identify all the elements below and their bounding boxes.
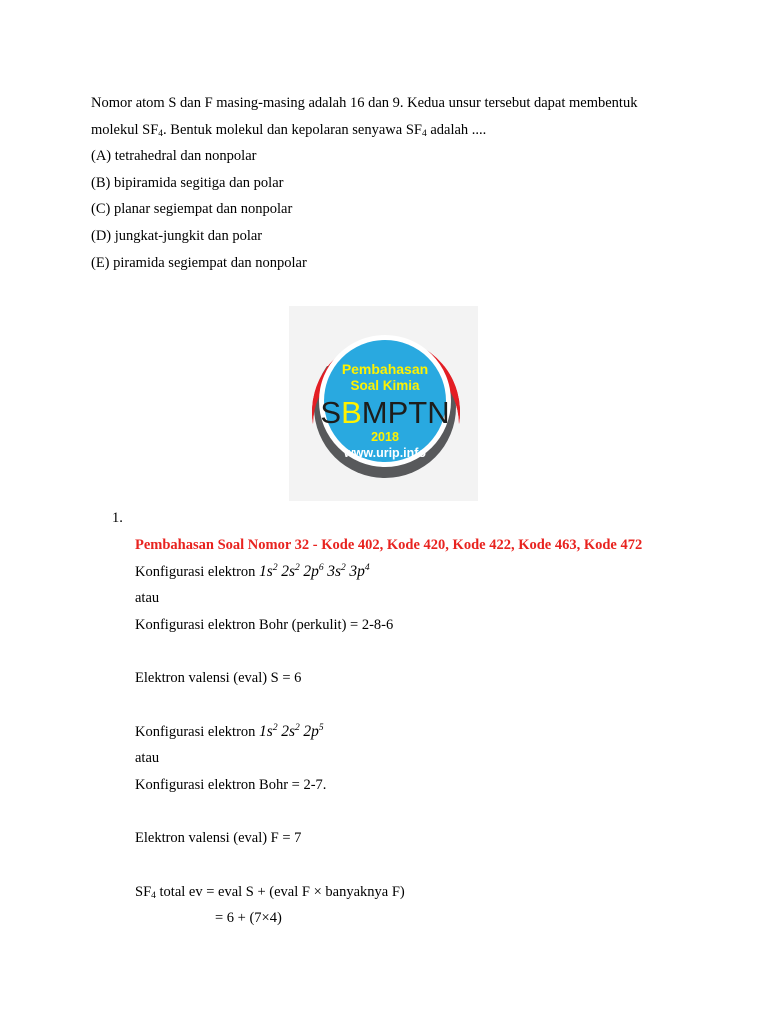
f-configuration	[135, 722, 324, 742]
atau-text: atau	[135, 590, 160, 606]
logo-line-2: Soal Kimia	[350, 378, 420, 393]
logo-emblem	[289, 306, 478, 501]
logo-line-1: Pembahasan	[341, 361, 429, 377]
question-line-2	[91, 120, 486, 140]
logo-brand-s: S	[320, 395, 342, 430]
total-post: total ev = eval S + (eval F × banyaknya F)	[155, 884, 405, 900]
total-valence-formula	[135, 882, 405, 902]
logo-brand	[320, 395, 449, 430]
subscript-4: 4	[151, 891, 156, 901]
s-orbital-3: $2p^6$	[303, 563, 324, 580]
atau-text: atau	[135, 750, 160, 766]
s-orbital-5: $3p^4$	[349, 563, 370, 580]
question-line-2-post: adalah ....	[426, 122, 487, 138]
subscript-4: 4	[421, 129, 427, 139]
logo-year: 2018	[371, 430, 399, 444]
question-line-2-mid: . Bentuk molekul dan kepolaran senyawa SF	[163, 122, 422, 138]
s-valence-electrons: Elektron valensi (eval) S = 6	[135, 670, 302, 686]
f-orbital-3: $2p^5$	[303, 723, 324, 740]
question-line-2-pre: molekul SF	[91, 122, 159, 138]
s-config-label: Konfigurasi elektron	[135, 564, 260, 580]
option-b: (B) bipiramida segitiga dan polar	[91, 175, 284, 191]
s-orbital-4: $3s^2$	[327, 563, 346, 580]
f-orbital-2: $2s^2$	[281, 723, 300, 740]
option-a: (A) tetrahedral dan nonpolar	[91, 148, 257, 164]
question-line-1: Nomor atom S dan F masing-masing adalah 16 dan 9. Kedua unsur tersebut dapat membentuk	[91, 95, 638, 111]
option-e: (E) piramida segiempat dan nonpolar	[91, 255, 307, 271]
f-bohr-configuration: Konfigurasi elektron Bohr = 2-7.	[135, 777, 327, 793]
logo-brand-b: B	[341, 395, 362, 430]
subscript-4: 4	[158, 129, 164, 139]
logo-url: www.urip.info	[343, 446, 427, 460]
option-c: (C) planar segiempat dan nonpolar	[91, 201, 293, 217]
f-orbital-1: $1s^2$	[259, 723, 278, 740]
s-orbital-1: $1s^2$	[259, 563, 278, 580]
option-d: (D) jungkat-jungkit dan polar	[91, 228, 263, 244]
total-pre: SF	[135, 884, 152, 900]
logo-brand-rest: MPTN	[361, 395, 450, 430]
logo-image	[289, 306, 478, 501]
f-valence-electrons: Elektron valensi (eval) F = 7	[135, 830, 302, 846]
answer-heading: Pembahasan Soal Nomor 32 - Kode 402, Kode 420, Kode 422, Kode 463, Kode 472	[135, 537, 643, 553]
f-config-label: Konfigurasi elektron	[135, 724, 260, 740]
s-configuration	[135, 562, 370, 582]
s-bohr-configuration: Konfigurasi elektron Bohr (perkulit) = 2-8-6	[135, 617, 394, 633]
s-orbital-2: $2s^2$	[281, 563, 300, 580]
answer-number: 1.	[112, 510, 123, 526]
total-valence-calc: = 6 + (7×4)	[215, 910, 282, 926]
